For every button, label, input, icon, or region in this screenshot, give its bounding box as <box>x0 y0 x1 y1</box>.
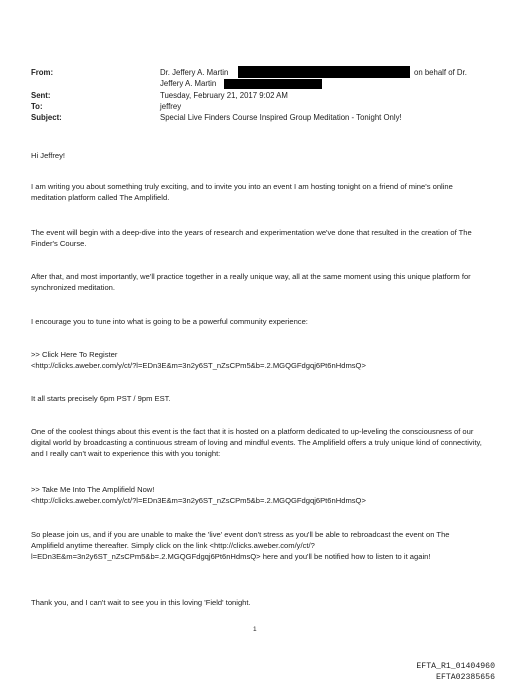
paragraph-platform: One of the coolest things about this event is the fact that it is hosted on a platform dedicated to up-leveling the consciousness of our digital world by broadcasting a continuous stream of loving and mindful events. The Amplifield offers a truly unique kind of connectivity, and I really can't wait to experience this with you tonight: <box>31 427 482 458</box>
subject-label: Subject: <box>31 113 62 122</box>
paragraph-start-time: It all starts precisely 6pm PST / 9pm EST. <box>31 394 171 403</box>
bates-number-primary: EFTA_R1_01404960 <box>416 662 495 671</box>
paragraph-encourage: I encourage you to tune into what is going to be a powerful community experience: <box>31 317 308 326</box>
register-link-url[interactable]: <http://clicks.aweber.com/y/ct/?l=EDn3E&m=3n2y6ST_nZsCPm5&b=.2.MGQGFdgqj6Pt6nHdmsQ> <box>31 361 366 370</box>
greeting: Hi Jeffrey! <box>31 151 66 160</box>
to-label: To: <box>31 102 43 111</box>
paragraph-invitation: I am writing you about something truly exciting, and to invite you into an event I am hosting tonight on a friend of mine's online meditation platform called The Amplifield. <box>31 182 453 202</box>
redaction-bar-sender <box>238 66 410 78</box>
amplifield-link-url[interactable]: <http://clicks.aweber.com/y/ct/?l=EDn3E&m=3n2y6ST_nZsCPm5&b=.2.MGQGFdgqj6Pt6nHdmsQ> <box>31 496 366 505</box>
register-link-label[interactable]: >> Click Here To Register <box>31 350 118 359</box>
paragraph-practice: After that, and most importantly, we'll practice together in a really unique way, all at the same moment using this unique platform for synchronized meditation. <box>31 272 471 292</box>
page-number: 1 <box>253 626 257 633</box>
from-label: From: <box>31 68 54 77</box>
closing-line: Thank you, and I can't wait to see you in this loving 'Field' tonight. <box>31 598 251 607</box>
from-name: Dr. Jeffery A. Martin <box>160 68 229 77</box>
from-suffix: on behalf of Dr. <box>414 68 467 77</box>
to-value: jeffrey <box>160 102 182 111</box>
subject-value: Special Live Finders Course Inspired Group Meditation - Tonight Only! <box>160 113 402 122</box>
bates-number-secondary: EFTA02385656 <box>436 673 495 682</box>
from-name-line2: Jeffery A. Martin <box>160 79 217 88</box>
sent-value: Tuesday, February 21, 2017 9:02 AM <box>160 91 288 100</box>
redaction-bar-sender-2 <box>224 79 322 89</box>
paragraph-rebroadcast: So please join us, and if you are unable to make the 'live' event don't stress as you'll be able to rebroadcast the event on The Amplifield anytime thereafter. Simply click on the link <http://clicks.aweber.com/y/ct/?l=EDn3E&m=3n2y6ST_nZsCPm5&b=.2.MGQGFdgqj6Pt6nHdmsQ> here and you'll be notified how to listen to it again! <box>31 530 450 561</box>
sent-label: Sent: <box>31 91 51 100</box>
amplifield-link-label[interactable]: >> Take Me Into The Amplifield Now! <box>31 485 155 494</box>
paragraph-deep-dive: The event will begin with a deep-dive into the years of research and experimentation we've done that resulted in the creation of The Finder's Course. <box>31 228 472 248</box>
